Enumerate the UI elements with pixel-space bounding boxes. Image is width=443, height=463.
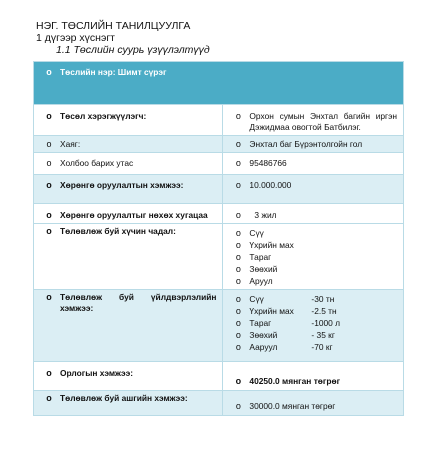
list-item [227, 227, 403, 239]
bullet: o [46, 210, 52, 220]
item-label: Үхрийн мах [249, 240, 294, 250]
bullet: o [46, 368, 52, 378]
bullet: o [235, 342, 241, 352]
list-item [227, 329, 403, 341]
list-item [227, 251, 403, 263]
row-label: Төлөвлөж буй үйлдвэрлэлийн хэмжээ: [60, 292, 217, 313]
product-qty: -2.5 тн [311, 306, 337, 316]
bullet: o [235, 276, 241, 286]
row-value: Орхон сумын Энхтал багийн иргэн Дэжидмаа овогтой Батбилэг. [249, 111, 397, 132]
table-row [34, 105, 404, 136]
bullet: o [235, 376, 242, 386]
table-row [34, 224, 404, 290]
table-row [34, 362, 404, 391]
list-item [227, 317, 403, 329]
item-label: Тараг [249, 252, 272, 262]
bullet: o [46, 139, 52, 149]
bullet: o [46, 111, 52, 121]
bullet: o [235, 306, 241, 316]
table-row [34, 290, 404, 362]
row-label: Хаяг: [60, 139, 81, 149]
table-row [34, 204, 404, 224]
product-name: Үхрийн мах [249, 306, 294, 316]
bullet: o [235, 264, 241, 274]
product-name: Сүү [249, 294, 264, 304]
list-item [227, 341, 403, 353]
project-info-table [33, 61, 404, 416]
row-value: 3 жил [254, 210, 277, 220]
table-caption: 1 дүгээр хүснэгт [36, 32, 115, 44]
product-name: Ааруул [249, 342, 278, 352]
product-name: Зөөхий [249, 330, 278, 340]
project-name: Төслийн нэр: Шимт сүрэг [60, 67, 167, 77]
bullet: o [235, 240, 241, 250]
row-label: Хөрөнгө оруулалтыг нөхөх хугацаа [60, 210, 208, 220]
bullet: o [235, 139, 241, 149]
bullet: o [46, 180, 52, 190]
row-value: 40250.0 мянган төгрөг [249, 376, 341, 386]
table-row [34, 175, 404, 204]
row-label: Төлөвлөж буй ашгийн хэмжээ: [60, 393, 188, 403]
item-label: Сүү [249, 228, 264, 238]
bullet: o [235, 294, 241, 304]
product-qty: -70 кг [311, 342, 333, 352]
product-name: Тараг [249, 318, 272, 328]
list-item [227, 239, 403, 251]
row-value: Энхтал баг Бүрэнтолгойн гол [249, 139, 363, 149]
row-label: Орлогын хэмжээ: [60, 368, 134, 378]
bullet: o [46, 67, 52, 77]
bullet: o [46, 226, 52, 236]
row-label: Төсөл хэрэгжүүлэгч: [60, 111, 147, 121]
table-row [34, 391, 404, 416]
bullet: o [235, 228, 241, 238]
product-qty: -1000 л [311, 318, 341, 328]
project-name-row [34, 62, 404, 105]
bullet: o [235, 330, 241, 340]
bullet: o [46, 393, 52, 403]
item-label: Зөөхий [249, 264, 278, 274]
bullet: o [235, 158, 241, 168]
bullet: o [235, 210, 241, 220]
product-qty: - 35 кг [311, 330, 335, 340]
bullet: o [235, 318, 241, 328]
row-label: Хөрөнгө оруулалтын хэмжээ: [60, 180, 184, 190]
bullet: o [46, 158, 52, 168]
bullet: o [235, 111, 241, 121]
section-title: 1.1 Төслийн суурь үзүүлэлтүүд [56, 44, 210, 56]
table-row [34, 136, 404, 153]
document-header [36, 20, 210, 56]
table-row [34, 153, 404, 175]
list-item [227, 263, 403, 275]
list-item [227, 275, 403, 287]
row-value: 30000.0 мянган төгрөг [249, 401, 336, 411]
doc-title: НЭГ. ТӨСЛИЙН ТАНИЛЦУУЛГА [36, 20, 191, 32]
bullet: o [235, 180, 241, 190]
row-value: 95486766 [249, 158, 287, 168]
product-qty: -30 тн [311, 294, 335, 304]
bullet: o [235, 401, 241, 411]
item-label: Аруул [249, 276, 273, 286]
bullet: o [235, 252, 241, 262]
list-item [227, 305, 403, 317]
row-label: Холбоо барих утас [60, 158, 134, 168]
bullet: o [46, 292, 52, 302]
list-item [227, 293, 403, 305]
row-value: 10.000.000 [249, 180, 292, 190]
row-label: Төлөвлөж буй хүчин чадал: [60, 226, 176, 236]
